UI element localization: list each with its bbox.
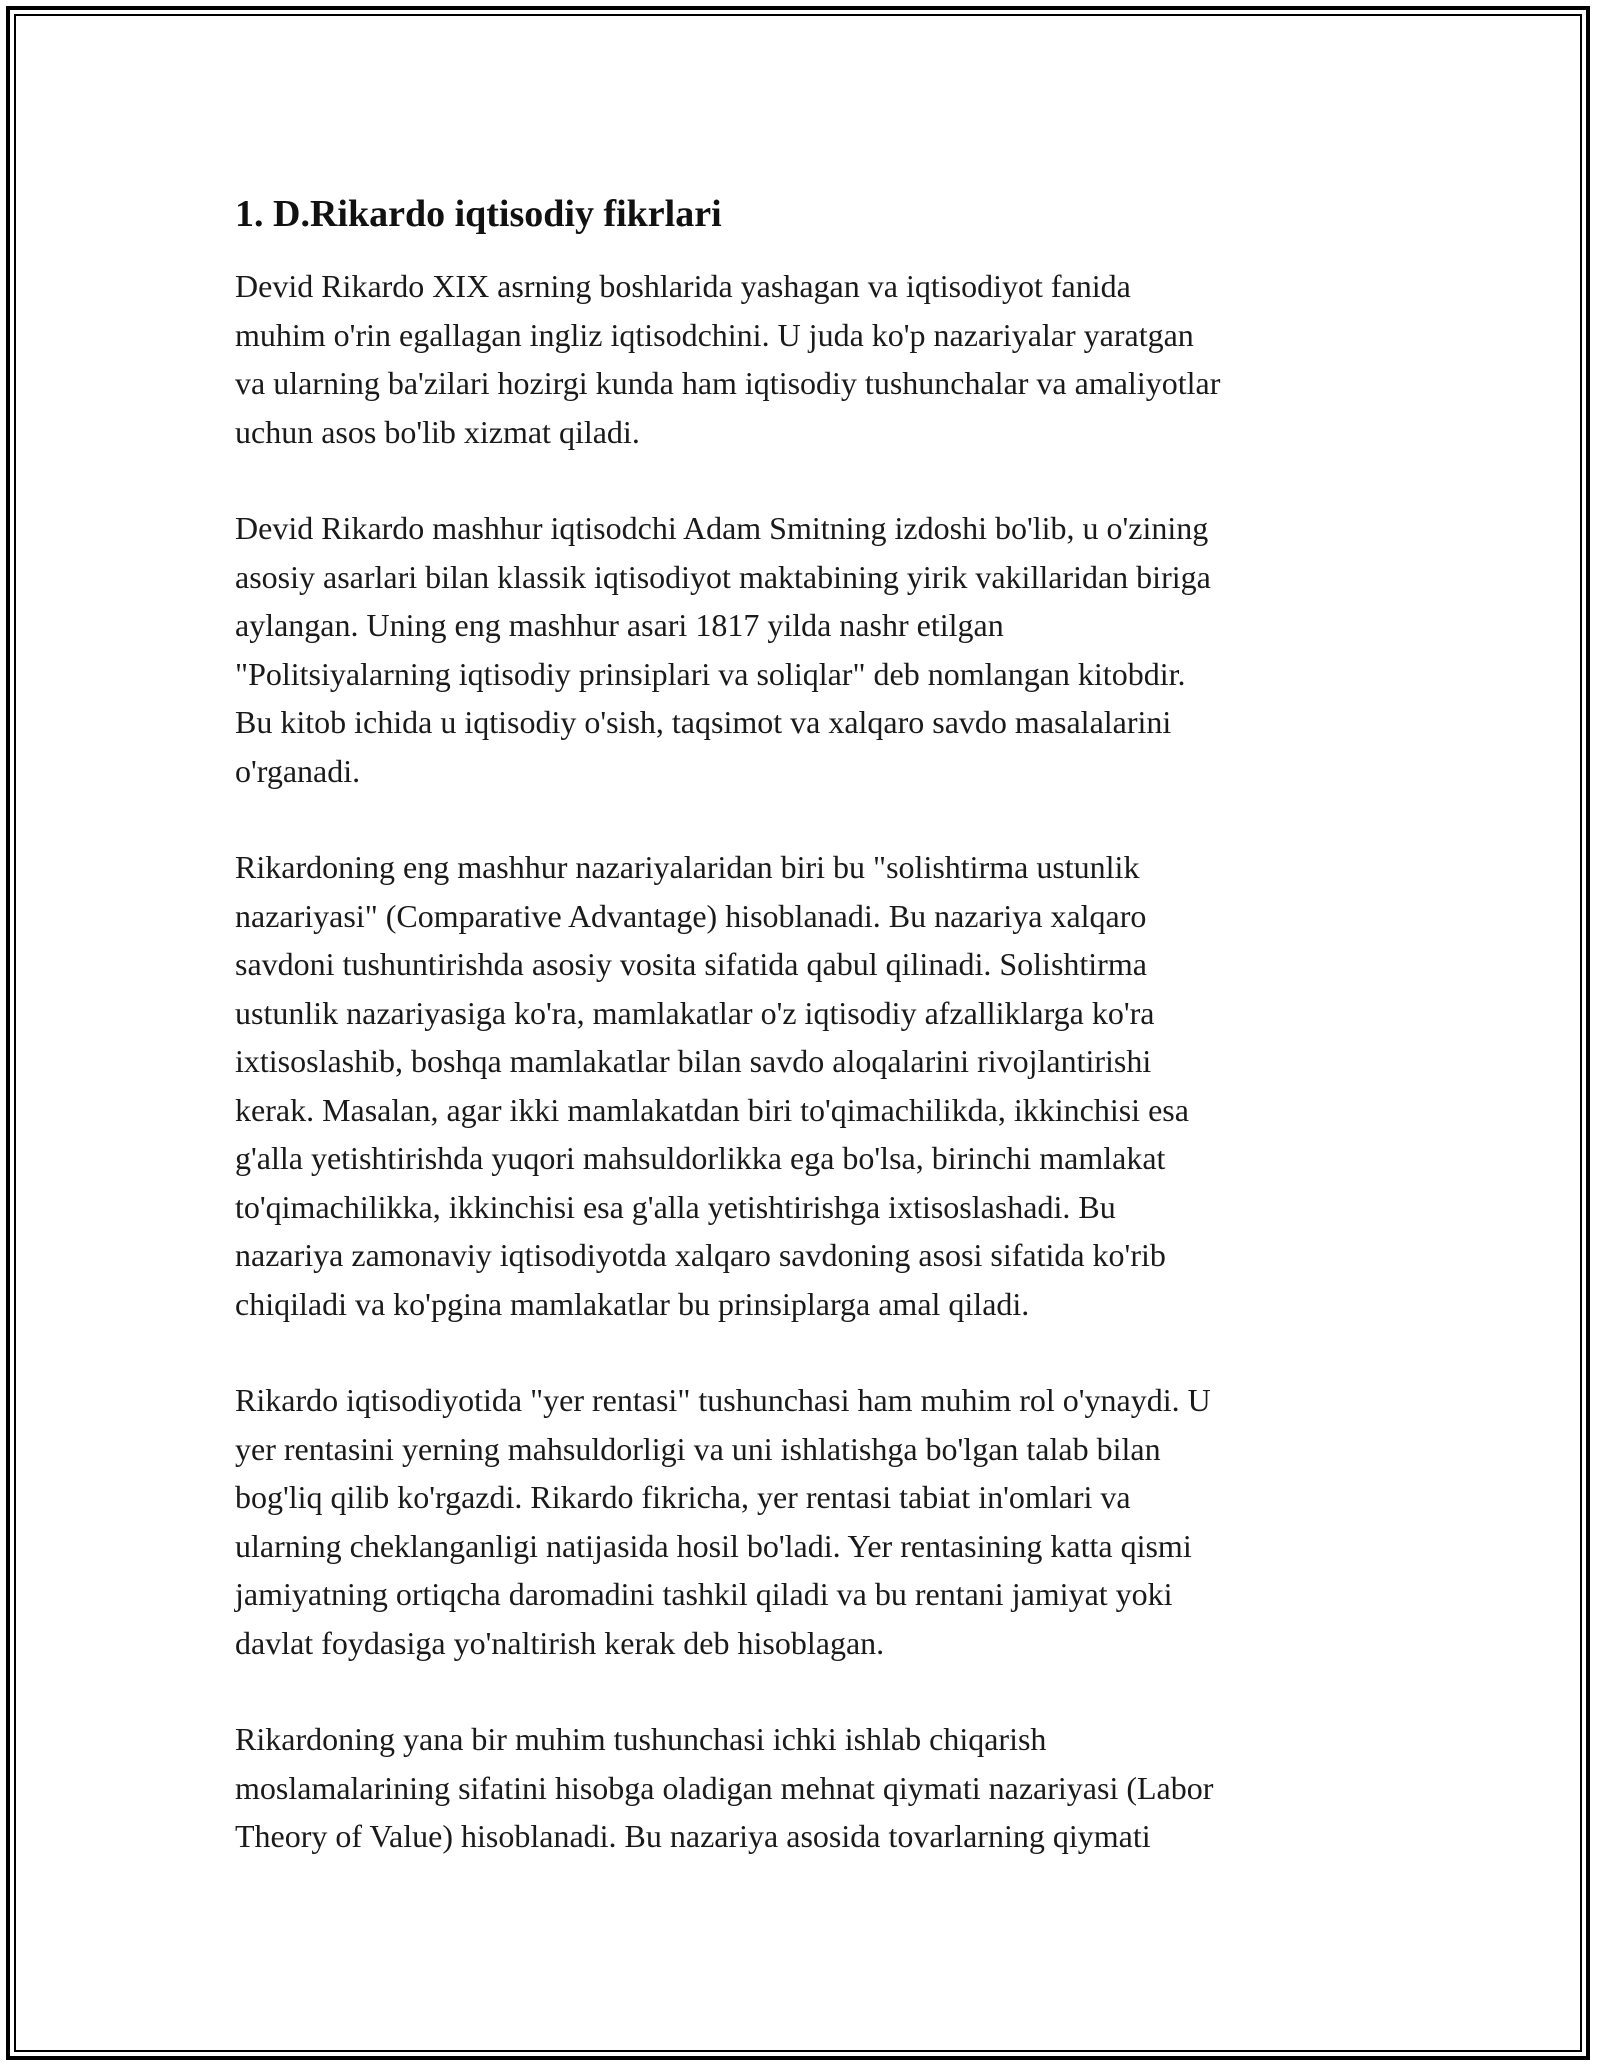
paragraph-line: ixtisoslashib, boshqa mamlakatlar bilan savdo aloqalarini rivojlantirishi [235,1043,1152,1079]
paragraph-line: Theory of Value) hisoblanadi. Bu nazariya asosida tovarlarning qiymati [235,1818,1151,1854]
paragraph-line: chiqiladi va ko'pgina mamlakatlar bu prinsiplarga amal qiladi. [235,1285,1030,1322]
paragraph-line: Rikardoning eng mashhur nazariyalaridan biri bu "solishtirma ustunlik [235,849,1140,885]
paragraph-line: Rikardo iqtisodiyotida "yer rentasi" tushunchasi ham muhim rol o'ynaydi. U [235,1382,1211,1418]
paragraph-line: yer rentasini yerning mahsuldorligi va uni ishlatishga bo'lgan talab bilan [235,1430,1161,1467]
paragraph-line: g'alla yetishtirishda yuqori mahsuldorlikka ega bo'lsa, birinchi mamlakat [235,1140,1166,1176]
paragraph-line: moslamalarining sifatini hisobga oladigan mehnat qiymati nazariyasi (Labor [235,1769,1214,1806]
paragraph-4 [235,1376,1370,1667]
paragraph-5 [235,1715,1370,1861]
paragraph-line: savdoni tushuntirishda asosiy vosita sifatida qabul qilinadi. Solishtirma [235,946,1147,982]
paragraph-line: uchun asos bo'lib xizmat qiladi. [235,413,640,450]
paragraph-line: muhim o'rin egallagan ingliz iqtisodchini. U juda ko'p nazariyalar yaratgan [235,316,1194,353]
paragraph-line: Devid Rikardo XIX asrning boshlarida yashagan va iqtisodiyot fanida [235,268,1131,304]
paragraph-line: nazariyasi" (Comparative Advantage) hisoblanadi. Bu nazariya xalqaro [235,897,1147,934]
paragraph-3 [235,843,1370,1328]
page-title: 1. D.Rikardo iqtisodiy fikrlari [235,193,722,235]
paragraph-line: aylangan. Uning eng mashhur asari 1817 yilda nashr etilgan [235,607,1004,643]
paragraph-line: "Politsiyalarning iqtisodiy prinsiplari va soliqlar" deb nomlangan kitobdir. [235,655,1186,692]
paragraph-line: va ularning ba'zilari hozirgi kunda ham iqtisodiy tushunchalar va amaliyotlar [235,365,1221,401]
paragraph-line: Rikardoning yana bir muhim tushunchasi ichki ishlab chiqarish [235,1721,1047,1757]
paragraph-line: o'rganadi. [235,752,361,789]
paragraph-list [235,262,1370,1861]
paragraph-line: Bu kitob ichida u iqtisodiy o'sish, taqsimot va xalqaro savdo masalalarini [235,704,1172,740]
paragraph-2 [235,504,1370,795]
paragraph-line: ustunlik nazariyasiga ko'ra, mamlakatlar o'z iqtisodiy afzalliklarga ko'ra [235,994,1155,1031]
paragraph-line: nazariya zamonaviy iqtisodiyotda xalqaro savdoning asosi sifatida ko'rib [235,1237,1166,1273]
paragraph-line: asosiy asarlari bilan klassik iqtisodiyot maktabining yirik vakillaridan biriga [235,558,1211,595]
paragraph-line: Devid Rikardo mashhur iqtisodchi Adam Smitning izdoshi bo'lib, u o'zining [235,510,1209,546]
paragraph-1 [235,262,1370,456]
paragraph-line: to'qimachilikka, ikkinchisi esa g'alla yetishtirishga ixtisoslashadi. Bu [235,1188,1116,1225]
paragraph-line: davlat foydasiga yo'naltirish kerak deb hisoblagan. [235,1624,885,1661]
paragraph-line: bog'liq qilib ko'rgazdi. Rikardo fikricha, yer rentasi tabiat in'omlari va [235,1479,1131,1515]
paragraph-line: ularning cheklanganligi natijasida hosil bo'ladi. Yer rentasining katta qismi [235,1527,1192,1564]
paragraph-line: kerak. Masalan, agar ikki mamlakatdan biri to'qimachilikda, ikkinchisi esa [235,1091,1189,1128]
paragraph-line: jamiyatning ortiqcha daromadini tashkil qiladi va bu rentani jamiyat yoki [235,1576,1173,1612]
document-body [235,188,1370,1909]
